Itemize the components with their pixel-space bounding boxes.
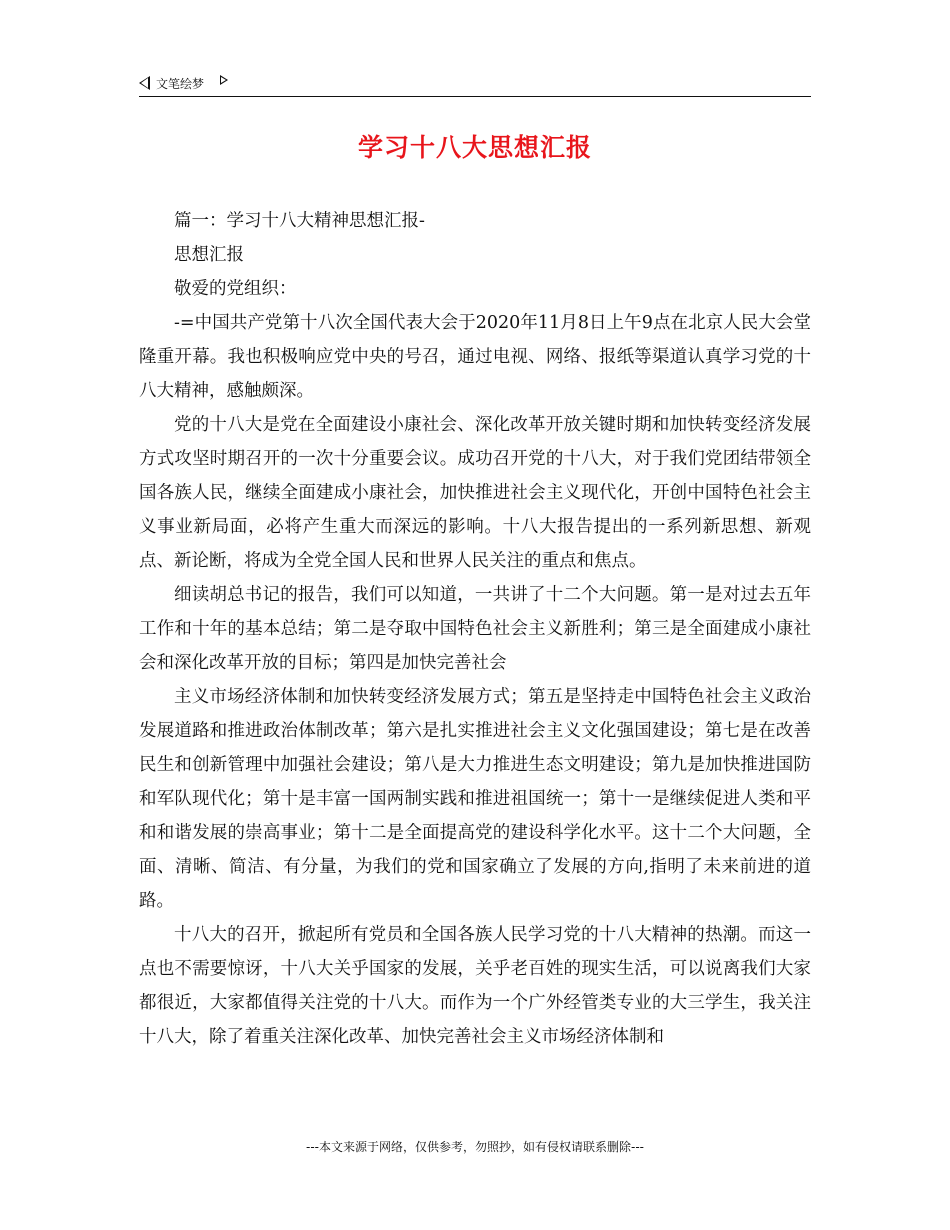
paragraph: 十八大的召开，掀起所有党员和全国各族人民学习党的十八大精神的热潮。而这一点也不需要惊讶，十八大关乎国家的发展，关乎老百姓的现实生活，可以说离我们大家都很近，大家都值得关注党的十八大。而作为一个广外经管类专业的大三学生，我关注十八大，除了着重关注深化改革、加快完善社会主义市场经济体制和: [139, 925, 811, 1047]
paragraph: 敬爱的党组织：: [174, 279, 297, 299]
paragraph: 细读胡总书记的报告，我们可以知道，一共讲了十二个大问题。第一是对过去五年工作和十年的基本总结；第二是夺取中国特色社会主义新胜利；第三是全面建成小康社会和深化改革开放的目标；第四是加快完善社会: [139, 585, 811, 673]
triangle-right-icon: [220, 75, 228, 85]
paragraph: 篇一：学习十八大精神思想汇报-: [174, 211, 425, 231]
triangle-left-icon: [139, 76, 150, 90]
brand-text: 文笔绘梦: [156, 76, 205, 91]
footer-notice: ---本文来源于网络，仅供参考，勿照抄，如有侵权请联系删除---: [306, 1140, 644, 1154]
header-brand: [139, 72, 228, 94]
paragraph: 思想汇报: [174, 245, 244, 265]
document-body: [139, 204, 811, 1054]
paragraph: 主义市场经济体制和加快转变经济发展方式；第五是坚持走中国特色社会主义政治发展道路和推进政治体制改革；第六是扎实推进社会主义文化强国建设；第七是在改善民生和创新管理中加强社会建设；第八是大力推进生态文明建设；第九是加快推进国防和军队现代化；第十是丰富一国两制实践和推进祖国统一；第十一是继续促进人类和平和和谐发展的崇高事业；第十二是全面提高党的建设科学化水平。这十二个大问题，全面、清晰、简洁、有分量，为我们的党和国家确立了发展的方向,指明了未来前进的道路。: [139, 687, 811, 911]
document-title: 学习十八大思想汇报: [357, 133, 592, 162]
paragraph: 党的十八大是党在全面建设小康社会、深化改革开放关键时期和加快转变经济发展方式攻坚时期召开的一次十分重要会议。成功召开党的十八大，对于我们党团结带领全国各族人民，继续全面建成小康社会，加快推进社会主义现代化，开创中国特色社会主义事业新局面，必将产生重大而深远的影响。十八大报告提出的一系列新思想、新观点、新论断，将成为全党全国人民和世界人民关注的重点和焦点。: [139, 415, 811, 571]
page-header: [139, 72, 811, 97]
paragraph: -=中国共产党第十八次全国代表大会于2020年11月8日上午9点在北京人民大会堂隆重开幕。我也积极响应党中央的号召，通过电视、网络、报纸等渠道认真学习党的十八大精神，感触颇深。: [139, 313, 811, 401]
